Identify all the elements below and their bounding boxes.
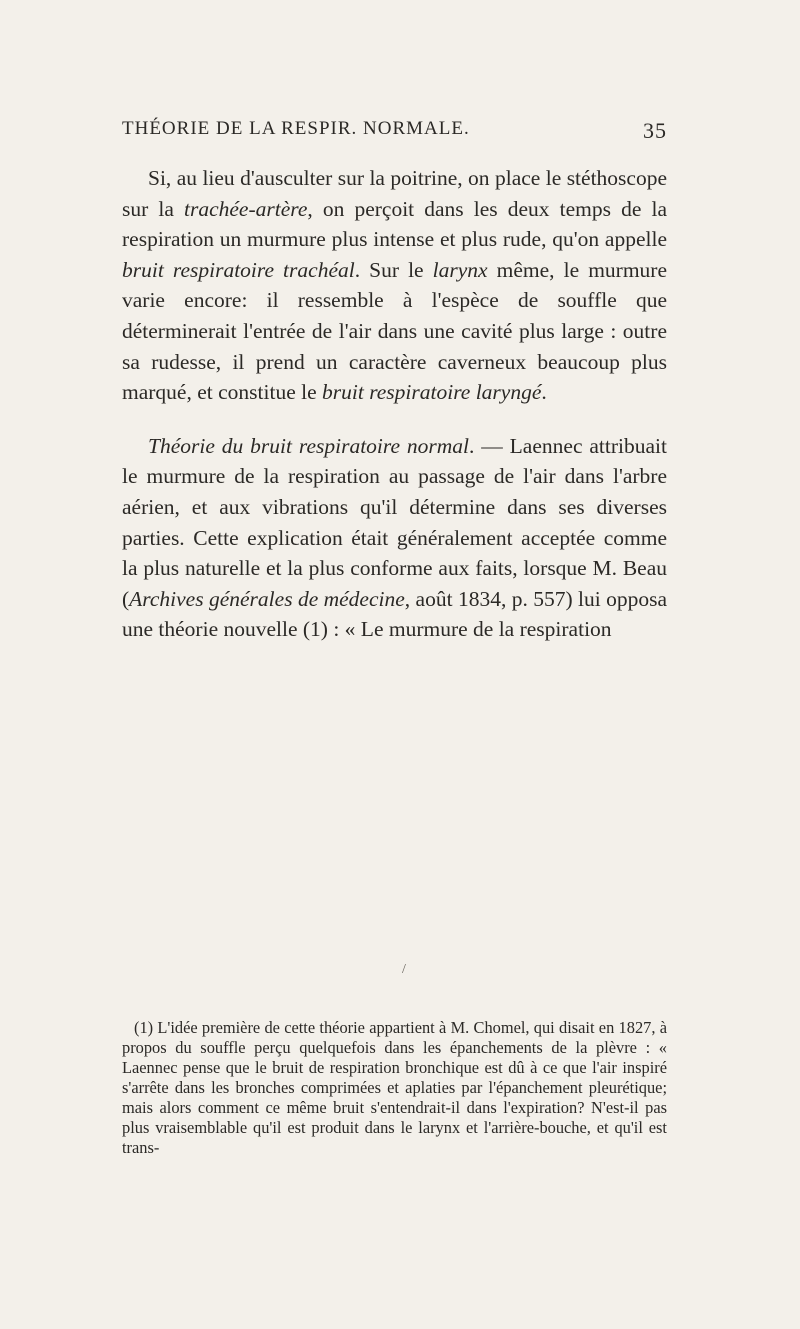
- italic-term: bruit respiratoire trachéal: [122, 257, 355, 282]
- text-run: Si, au lieu d'ausculter sur la poitrine, on place le stéthoscope sur la: [122, 166, 667, 221]
- stray-mark: /: [402, 962, 406, 977]
- page-number: 35: [643, 118, 667, 143]
- citation-title: Archives générales de médecine: [129, 586, 405, 611]
- paragraph-auscultation: [122, 163, 667, 408]
- text-run: , août 1834, p. 557) lui opposa une théorie nouvelle (1) : « Le murmure de la respiration: [122, 586, 667, 642]
- text-run: .: [541, 380, 547, 405]
- section-heading: Théorie du bruit respiratoire normal: [148, 433, 470, 458]
- italic-term: larynx: [432, 257, 488, 282]
- text-run: . — Laennec attribuait le murmure de la respiration au passage de l'air dans l'arbre aérien, et aux vibrations qu'il détermine dans ses diverses parties. Cette explication était généralement acceptée comme la plus naturelle et la plus conforme aux faits, lorsque M. Beau (: [122, 433, 667, 611]
- text-run: , on perçoit dans les deux temps de la respiration un murmure plus intense et plus rude, qu'on appelle: [122, 196, 667, 252]
- text-run: même, le murmure varie encore: il ressemble à l'espèce de souffle que déterminerait l'entrée de l'air dans une cavité plus large : outre sa rudesse, il prend un caractère caverneux beaucoup plus marqué, et constitue le: [122, 257, 668, 405]
- italic-term: bruit respiratoire laryngé: [322, 380, 542, 405]
- italic-term: trachée-artère: [184, 196, 308, 221]
- footnote: (1) L'idée première de cette théorie appartient à M. Chomel, qui disait en 1827, à propos du souffle perçu quelquefois dans les épanchements de la plèvre : « Laennec pense que le bruit de respiration bronchique est dû à ce que l'air inspiré s'arrête dans les bronches comprimées et aplaties par l'épanchement pleurétique; mais alors comment ce même bruit s'entendrait-il dans l'expiration? N'est-il pas plus vraisemblable qu'il est produit dans le larynx et l'arrière-bouche, et qu'il est trans-: [122, 1018, 667, 1158]
- paragraph-theory: [122, 431, 667, 645]
- text-run: . Sur le: [354, 257, 433, 282]
- body-text: [122, 163, 667, 645]
- running-head: THÉORIE DE LA RESPIR. NORMALE.: [122, 118, 470, 139]
